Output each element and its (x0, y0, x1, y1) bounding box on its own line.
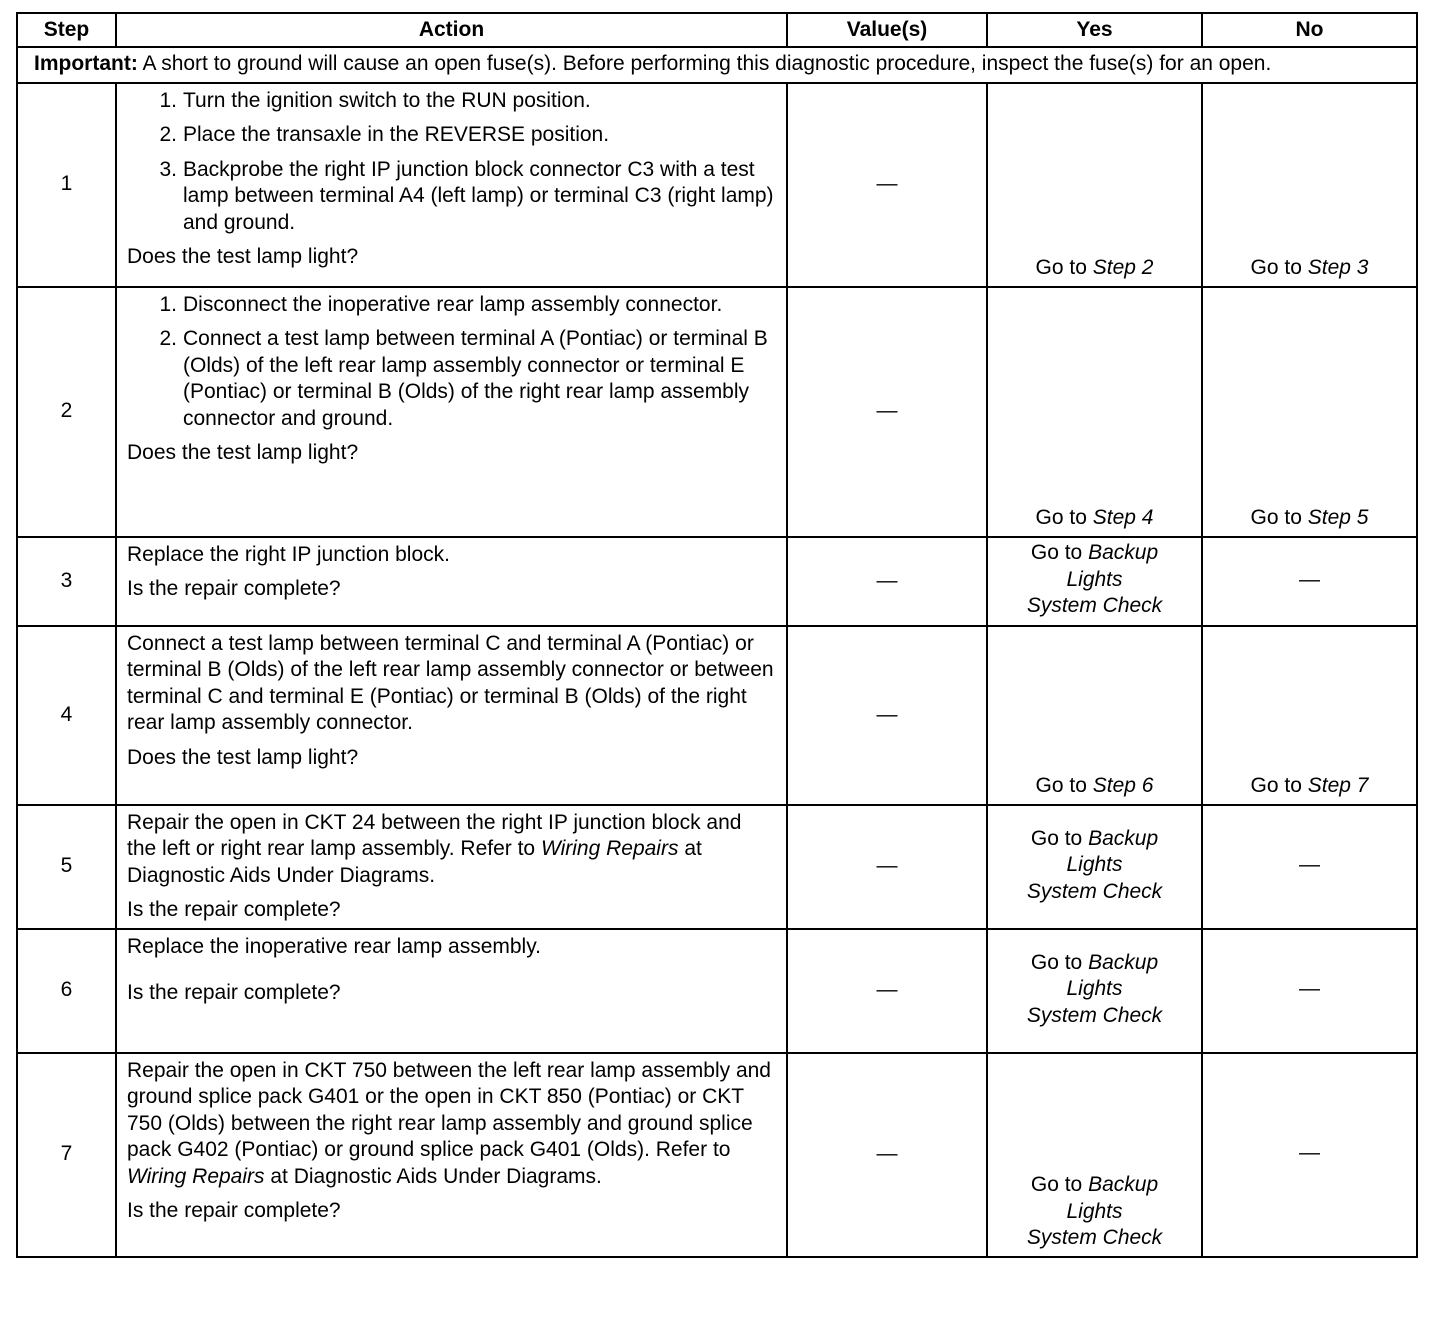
step-number: 5 (17, 805, 116, 929)
goto-target: Step 2 (1092, 256, 1154, 279)
list-item-number: 1. (159, 292, 177, 316)
no-dash: — (1299, 1141, 1320, 1165)
action-list (127, 292, 774, 433)
goto-prefix: Go to (1250, 506, 1302, 529)
list-item (127, 122, 774, 149)
list-item (127, 292, 774, 319)
action-question: Does the test lamp light? (127, 441, 359, 464)
yes-cell (987, 929, 1202, 1053)
table-row (17, 805, 1417, 929)
goto-line (994, 540, 1195, 567)
goto-line (994, 1172, 1195, 1199)
table-row (17, 626, 1417, 805)
no-cell (1202, 805, 1417, 929)
action-cell (116, 537, 787, 626)
action-text (127, 810, 774, 890)
value-cell (787, 83, 987, 287)
goto-target: Backup (1088, 541, 1159, 565)
goto-prefix: Go to (1035, 774, 1087, 797)
no-dash: — (1299, 977, 1320, 1001)
list-item (127, 326, 774, 432)
action-question: Does the test lamp light? (127, 745, 359, 769)
value-cell (787, 626, 987, 805)
no-cell (1202, 1053, 1417, 1257)
goto-line (994, 950, 1195, 977)
action-cell (116, 805, 787, 929)
no-cell (1202, 929, 1417, 1053)
list-item-text: Connect a test lamp between terminal A (Pontiac) or terminal B (Olds) of the left rear lamp assembly connector or terminal E (Pontiac) or terminal B (Olds) of the right rear lamp assembly connector and ground. (183, 327, 768, 430)
yes-cell (987, 83, 1202, 287)
yes-cell (987, 537, 1202, 626)
step-number: 4 (17, 626, 116, 805)
no-dash: — (1299, 567, 1320, 591)
list-item-number: 1. (159, 88, 177, 112)
action-cell (116, 83, 787, 287)
important-row (17, 47, 1417, 83)
header-values: Value(s) (787, 13, 987, 47)
goto-line (994, 826, 1195, 853)
goto-prefix: Go to (1035, 256, 1087, 279)
important-label: Important: (34, 52, 138, 75)
action-cell (116, 626, 787, 805)
action-text-tail: at Diagnostic Aids Under Diagrams. (127, 837, 702, 887)
step-number: 7 (17, 1053, 116, 1257)
list-item-text: Place the transaxle in the REVERSE position. (183, 123, 610, 146)
action-question: Does the test lamp light? (127, 245, 359, 268)
list-item-text: Backprobe the right IP junction block connector C3 with a test lamp between terminal A4 (left lamp) or terminal C3 (right lamp) and ground. (183, 157, 774, 234)
action-cell (116, 929, 787, 1053)
action-reference: Wiring Repairs (127, 1164, 265, 1188)
action-cell (116, 1053, 787, 1257)
action-text (127, 1058, 774, 1191)
step-number: 3 (17, 537, 116, 626)
yes-cell (987, 626, 1202, 805)
value-cell (787, 805, 987, 929)
list-item-number: 2. (159, 327, 177, 350)
goto-prefix: Go to (1030, 826, 1083, 850)
goto-target: Lights (1066, 853, 1123, 877)
table-row (17, 83, 1417, 287)
action-text: Replace the right IP junction block. (127, 542, 450, 566)
goto-target: Step 6 (1092, 774, 1154, 797)
goto-target: Lights (1066, 977, 1123, 1001)
list-item-text: Disconnect the inoperative rear lamp assembly connector. (183, 292, 723, 316)
goto-prefix: Go to (1030, 950, 1083, 974)
action-question: Is the repair complete? (127, 981, 341, 1004)
action-text-main: Repair the open in CKT 750 between the left rear lamp assembly and ground splice pack G401 or the open in CKT 850 (Pontiac) or CKT 750 (Olds) between the right rear lamp assembly and ground splice pack G402 (Pontiac) or ground splice pack G401 (Olds). Refer to (127, 1058, 771, 1161)
value-dash: — (876, 854, 898, 878)
goto-target: System Check (1026, 1226, 1163, 1249)
value-cell (787, 1053, 987, 1257)
goto-target: Lights (1066, 1199, 1123, 1223)
goto-target: Backup (1088, 950, 1159, 974)
goto-target: Step 5 (1307, 506, 1369, 529)
action-reference: Wiring Repairs (540, 837, 679, 860)
action-text-tail: at Diagnostic Aids Under Diagrams. (270, 1164, 602, 1188)
no-cell (1202, 537, 1417, 626)
header-yes: Yes (987, 13, 1202, 47)
header-step: Step (17, 13, 116, 47)
table-header (17, 13, 1417, 47)
goto-target: System Check (1026, 1003, 1163, 1027)
goto-prefix: Go to (1030, 1173, 1083, 1196)
list-item-number: 2. (159, 123, 177, 146)
no-cell (1202, 626, 1417, 805)
value-dash: — (876, 978, 898, 1002)
important-note (17, 47, 1417, 83)
action-text-main: Repair the open in CKT 24 between the right IP junction block and the left or right rear lamp assembly. Refer to (127, 810, 742, 860)
header-action: Action (116, 13, 787, 47)
diagnostic-table (16, 12, 1418, 1258)
table-row (17, 287, 1417, 537)
goto-target: Step 3 (1307, 256, 1369, 279)
header-no: No (1202, 13, 1417, 47)
action-question: Is the repair complete? (127, 1199, 341, 1222)
yes-cell (987, 805, 1202, 929)
yes-cell (987, 287, 1202, 537)
goto-prefix: Go to (1030, 541, 1083, 565)
list-item (127, 157, 774, 237)
no-cell (1202, 83, 1417, 287)
goto-prefix: Go to (1250, 774, 1302, 797)
yes-cell (987, 1053, 1202, 1257)
goto-prefix: Go to (1250, 256, 1302, 279)
step-number: 2 (17, 287, 116, 537)
goto-target: Step 4 (1092, 506, 1154, 529)
value-cell (787, 287, 987, 537)
goto-prefix: Go to (1035, 506, 1087, 529)
goto-target: Lights (1066, 567, 1123, 591)
value-cell (787, 929, 987, 1053)
no-dash: — (1299, 853, 1320, 877)
table-row (17, 929, 1417, 1053)
action-question: Is the repair complete? (127, 577, 341, 600)
table-row (17, 537, 1417, 626)
list-item-text: Turn the ignition switch to the RUN position. (183, 88, 591, 112)
table-row (17, 1053, 1417, 1257)
goto-target: System Check (1026, 879, 1163, 903)
goto-target: Backup (1088, 826, 1159, 850)
action-text: Connect a test lamp between terminal C and terminal A (Pontiac) or terminal B (Olds) of the left rear lamp assembly connector or between terminal C and terminal E (Pontiac) or terminal B (Olds) of the right rear lamp assembly connector. (127, 631, 774, 734)
list-item (127, 88, 774, 115)
value-dash: — (876, 702, 898, 726)
goto-target: Backup (1088, 1173, 1159, 1196)
value-cell (787, 537, 987, 626)
step-number: 6 (17, 929, 116, 1053)
action-question: Is the repair complete? (127, 898, 341, 921)
goto-target: Step 7 (1307, 774, 1369, 797)
important-text: A short to ground will cause an open fuse(s). Before performing this diagnostic procedure, inspect the fuse(s) for an open. (142, 52, 1272, 75)
step-number: 1 (17, 83, 116, 287)
value-dash: — (876, 568, 898, 592)
no-cell (1202, 287, 1417, 537)
list-item-number: 3. (159, 157, 177, 181)
value-dash: — (876, 172, 898, 196)
action-list (127, 88, 774, 237)
goto-target: System Check (1026, 594, 1163, 618)
action-text: Replace the inoperative rear lamp assembly. (127, 934, 541, 958)
value-dash: — (876, 399, 898, 423)
action-cell (116, 287, 787, 537)
value-dash: — (876, 1142, 898, 1166)
